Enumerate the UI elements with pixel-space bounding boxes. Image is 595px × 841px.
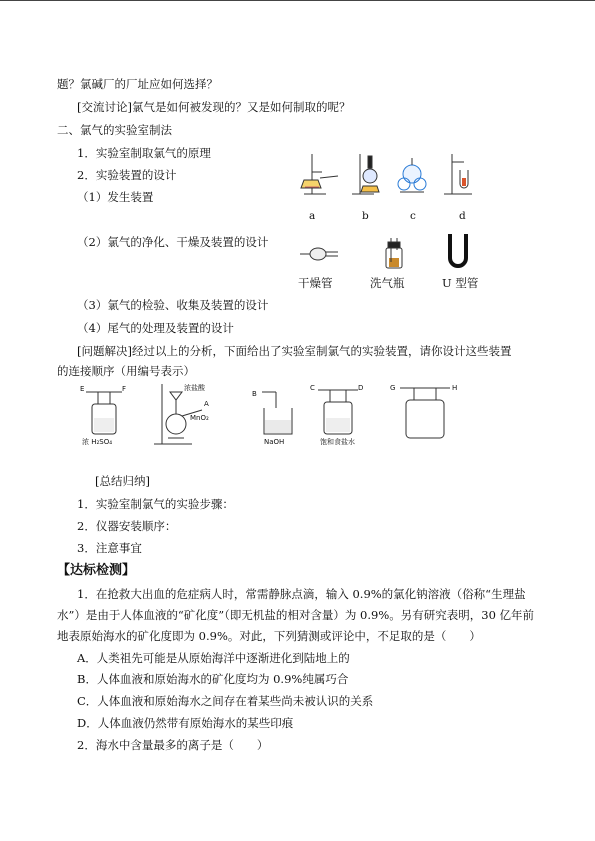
fig3-label-d: D bbox=[358, 384, 364, 392]
label-d: d bbox=[459, 210, 466, 222]
u-tube-drawing bbox=[450, 234, 466, 266]
discussion-line: [交流讨论]氯气是如何被发现的？又是如何制取的呢？ bbox=[77, 100, 351, 114]
purification-apparatus-figure bbox=[298, 232, 483, 272]
summary-step-1: 1．实验室制氯气的实验步骤： bbox=[77, 497, 234, 511]
fig3-label-a: A bbox=[204, 400, 209, 408]
apparatus-a bbox=[301, 154, 338, 194]
fig3-label-acid: 浓盐酸 bbox=[184, 384, 205, 392]
label-u-tube: U 型管 bbox=[442, 276, 479, 290]
fig3-label-mno2: MnO₂ bbox=[190, 414, 209, 422]
apparatus-d bbox=[444, 154, 472, 194]
section-title-standard-test: 【达标检测】 bbox=[57, 563, 136, 578]
item-apparatus-design: 2．实验装置的设计 bbox=[77, 168, 177, 182]
lab-setup-figure bbox=[80, 382, 480, 452]
fig3-label-brine: 饱和食盐水 bbox=[320, 438, 355, 446]
fig3-label-naoh: NaOH bbox=[264, 438, 285, 446]
beaker-b bbox=[262, 392, 292, 434]
label-drying-tube: 干燥管 bbox=[298, 276, 333, 290]
fig3-label-b: B bbox=[252, 390, 257, 398]
drying-tube-drawing bbox=[300, 248, 338, 260]
item-principle: 1．实验室制取氯气的原理 bbox=[77, 146, 211, 160]
fig3-label-f: F bbox=[122, 385, 127, 393]
fig3-label-e: E bbox=[80, 385, 85, 393]
summary-heading: [总结归纳] bbox=[95, 474, 150, 488]
summary-step-2: 2．仪器安装顺序： bbox=[77, 519, 177, 533]
label-a: a bbox=[309, 210, 316, 222]
item-tail-gas: （4）尾气的处理及装置的设计 bbox=[77, 321, 234, 335]
q1-option-a: A．人类祖先可能是从原始海洋中逐渐进化到陆地上的 bbox=[77, 651, 350, 665]
problem-line: [问题解决]经过以上的分析，下面给出了实验室制氯气的实验装置，请你设计这些装置 bbox=[77, 344, 512, 358]
summary-step-3: 3．注意事宜 bbox=[77, 541, 142, 555]
label-c: c bbox=[410, 210, 416, 222]
wash-bottle-drawing bbox=[386, 238, 402, 268]
apparatus-b bbox=[352, 154, 379, 194]
fig3-label-c: C bbox=[310, 384, 315, 392]
q1-option-c: C．人体血液和原始海水之间存在着某些尚未被认识的关系 bbox=[77, 694, 374, 708]
apparatus-c bbox=[398, 158, 426, 192]
generator-apparatus-figure bbox=[300, 150, 480, 200]
fig3-label-h: H bbox=[452, 384, 458, 392]
item-purification: （2）氯气的净化、干燥及装置的设计 bbox=[77, 235, 269, 249]
q1-option-b: B．人体血液和原始海水的矿化度均为 0.9%纯属巧合 bbox=[77, 672, 349, 686]
fig3-label-g: G bbox=[390, 384, 396, 392]
question-2-text: 2．海水中含量最多的离子是（ ） bbox=[77, 738, 269, 752]
question-1-text: 1．在抢救大出血的危症病人时，常需静脉点滴，输入 0.9%的氯化钠溶液（俗称“生理盐水”）是由于人体血液的“矿化度”（即无机盐的相对含量）为 0.9%。另有研究表明，30 亿年前地表原始海水的矿化度即为 0.9%。对此，下列猜测或评论中，不足取的是（ ） bbox=[57, 587, 535, 643]
label-b: b bbox=[362, 210, 369, 222]
bottle-gh bbox=[400, 388, 450, 438]
q1-option-d: D．人体血液仍然带有原始海水的某些印痕 bbox=[77, 716, 294, 730]
item-collection: （3）氯气的检验、收集及装置的设计 bbox=[77, 298, 269, 312]
label-wash-bottle: 洗气瓶 bbox=[370, 276, 405, 290]
page-top-rule bbox=[0, 0, 595, 1]
text-line-1: 题？氯碱厂的厂址应如何选择？ bbox=[57, 77, 218, 91]
bottle-ef bbox=[86, 392, 122, 434]
section-heading-lab-prep: 二、氯气的实验室制法 bbox=[57, 123, 172, 137]
fig3-label-h2so4: 浓 H₂SO₄ bbox=[82, 438, 113, 446]
item-generator: （1）发生装置 bbox=[77, 190, 154, 204]
problem-line-2: 的连接顺序（用编号表示） bbox=[57, 364, 195, 378]
bottle-cd bbox=[318, 390, 358, 434]
